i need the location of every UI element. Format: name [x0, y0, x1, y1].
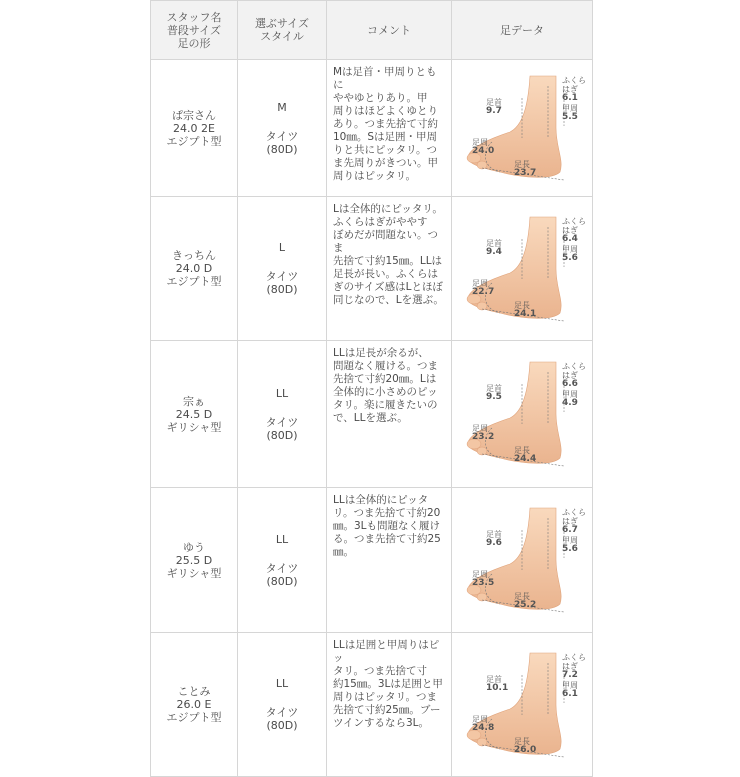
foot-shape: エジプト型: [166, 711, 222, 724]
comment-line: 約15㎜。3Lは足囲と甲: [333, 678, 443, 690]
instep-measure: [562, 681, 578, 699]
foot-shape: ギリシャ型: [166, 420, 222, 434]
comment-cell: [327, 488, 452, 633]
length-label: 足長: [514, 160, 530, 169]
length-measure: [514, 301, 536, 319]
girth-measure: [472, 279, 494, 297]
comment-line: で、LLを選ぶ。: [333, 412, 408, 424]
foot-diagram: [452, 209, 592, 329]
ankle-value: 9.4: [486, 246, 502, 257]
comment-line: 同じなので、Lを選ぶ。: [333, 294, 444, 306]
length-measure: [514, 592, 536, 610]
foot-data-cell: [452, 197, 593, 341]
instep-label: 甲周: [562, 244, 578, 254]
comment-line: LLは足長が余るが、: [333, 347, 429, 359]
comment-line: 周りはピッタリ。つま: [333, 691, 438, 703]
denier: (80D): [266, 574, 298, 588]
comment-line: タリ。楽に履きたいの: [333, 399, 438, 411]
comment-line: ㎜。3Lも問題なく履け: [333, 520, 441, 532]
header-staff-line: 足の形: [177, 36, 211, 50]
staff-name: ゆう: [183, 540, 205, 554]
foot-shape: ギリシャ型: [166, 566, 222, 580]
calf-value: 6.7: [562, 525, 578, 535]
ankle-value: 9.7: [486, 106, 502, 116]
comment-line: ふくらはぎがややす: [333, 216, 428, 228]
instep-measure: [562, 245, 578, 263]
girth-value: 24.8: [472, 722, 495, 733]
girth-label: 足周: [472, 138, 488, 147]
table-row: [151, 60, 593, 197]
comment-line: ま先周りがきつい。甲: [333, 157, 438, 169]
foot-data-cell: [452, 341, 593, 488]
style-name: タイツ: [265, 270, 299, 283]
comment-line: 問題なく履ける。つま: [333, 360, 438, 372]
comment-line: 足長が長い。ふくらは: [333, 268, 438, 280]
girth-label: 足周: [472, 570, 488, 579]
staff-name: 宗ぁ: [183, 394, 205, 408]
instep-value: 5.6: [562, 544, 578, 554]
instep-value: 6.1: [562, 688, 578, 699]
comment-line: ぼめだが問題ない。つま: [333, 229, 438, 254]
ankle-label: 足首: [486, 674, 502, 684]
ankle-value: 9.5: [486, 392, 502, 402]
instep-label: 甲周: [562, 680, 578, 690]
length-label: 足長: [514, 300, 530, 310]
comment-cell: [327, 341, 452, 488]
comment-line: タリ。つま先捨て寸: [333, 665, 427, 677]
staff-name: ことみ: [177, 685, 211, 698]
ankle-measure: [486, 530, 502, 548]
instep-label: 甲周: [562, 104, 578, 113]
comment-line: 先捨て寸約25㎜。ブー: [333, 704, 441, 716]
girth-value: 23.2: [472, 432, 495, 442]
style-name: タイツ: [265, 706, 299, 719]
instep-label: 甲周: [562, 536, 578, 545]
chosen-size: L: [278, 241, 286, 254]
length-value: 23.7: [514, 168, 537, 178]
girth-label: 足周: [472, 424, 488, 433]
length-value: 25.2: [514, 600, 537, 610]
staff-cell: [151, 197, 238, 341]
comment-line: LLは足囲と甲周りはピッ: [333, 639, 440, 664]
girth-measure: [472, 138, 494, 156]
usual-size: 24.0 D: [175, 262, 213, 275]
instep-measure: [562, 536, 578, 554]
length-label: 足長: [514, 736, 530, 746]
comment-line: りと共にピッタリ。つ: [333, 144, 438, 156]
foot-shape: エジプト型: [166, 134, 222, 148]
foot-data-cell: [452, 60, 593, 197]
instep-measure: [562, 390, 578, 408]
size-cell: [238, 197, 327, 341]
comment-line: る。つま先捨て寸約25: [333, 533, 441, 545]
style-name: タイツ: [265, 415, 299, 429]
table-row: [151, 633, 593, 777]
comment-line: Lは全体的にピッタリ。: [333, 203, 443, 215]
header-staff-line: スタッフ名: [166, 10, 222, 24]
chosen-size: LL: [275, 532, 289, 546]
ankle-label: 足首: [486, 384, 502, 393]
length-value: 26.0: [514, 744, 537, 755]
ankle-measure: [486, 98, 502, 116]
ankle-label: 足首: [486, 530, 502, 539]
foot-diagram: [452, 645, 592, 765]
ankle-measure: [486, 384, 502, 402]
calf-measure: [562, 217, 592, 244]
comment-line: 先捨て寸約20㎜。Lは: [333, 373, 437, 385]
calf-value: 7.2: [562, 669, 578, 680]
girth-measure: [472, 715, 494, 733]
comment-line: 先捨て寸約15㎜。LLは: [333, 255, 443, 267]
chosen-size: LL: [275, 386, 289, 400]
staff-cell: [151, 60, 238, 197]
comment-line: Mは足首・甲周りともに: [333, 66, 437, 91]
instep-value: 5.6: [562, 252, 578, 263]
comment-line: ツインするなら3L。: [333, 717, 430, 729]
calf-measure: [562, 653, 592, 680]
comment-line: 10㎜。Sは足囲・甲周: [333, 131, 438, 143]
calf-measure: [562, 362, 592, 389]
length-label: 足長: [514, 592, 530, 601]
denier: (80D): [266, 428, 298, 442]
chosen-size: LL: [275, 677, 289, 690]
denier: (80D): [266, 719, 298, 732]
ankle-measure: [486, 675, 508, 693]
usual-size: 26.0 E: [176, 698, 212, 711]
ankle-label: 足首: [486, 98, 502, 107]
header-size-line: 選ぶサイズ: [254, 17, 310, 30]
calf-value: 6.6: [562, 379, 578, 389]
staff-name: きっちん: [172, 249, 216, 262]
usual-size: 25.5 D: [175, 553, 213, 567]
foot-diagram: [452, 500, 592, 620]
staff-cell: [151, 341, 238, 488]
style-name: タイツ: [265, 129, 299, 143]
calf-measure: [562, 508, 592, 535]
header-staff: [151, 1, 238, 60]
calf-label: ふくらはぎ: [562, 216, 586, 235]
size-cell: [238, 633, 327, 777]
instep-value: 5.5: [562, 112, 578, 122]
comment-cell: [327, 633, 452, 777]
comment-line: 周りはほどよくゆとり: [333, 105, 438, 117]
ankle-measure: [486, 239, 502, 257]
comment-cell: [327, 60, 452, 197]
size-cell: [238, 488, 327, 633]
girth-value: 23.5: [472, 578, 495, 588]
instep-label: 甲周: [562, 390, 578, 399]
staff-cell: [151, 633, 238, 777]
header-data: 足データ: [452, 1, 593, 60]
length-label: 足長: [514, 446, 530, 455]
header-size-line: スタイル: [260, 30, 304, 43]
comment-line: リ。つま先捨て寸約20: [333, 507, 441, 519]
header-comment: コメント: [327, 1, 452, 60]
chosen-size: M: [277, 100, 287, 114]
girth-value: 24.0: [472, 146, 495, 156]
usual-size: 24.5 D: [175, 407, 213, 421]
calf-measure: [562, 76, 592, 103]
calf-label: ふくらはぎ: [562, 508, 586, 526]
foot-data-cell: [452, 633, 593, 777]
girth-measure: [472, 570, 494, 588]
table-row: [151, 197, 593, 341]
comment-line: 周りはピッタリ。: [333, 170, 417, 182]
girth-label: 足周: [472, 278, 488, 288]
length-value: 24.4: [514, 454, 537, 464]
table-row: [151, 341, 593, 488]
comment-line: ㎜。: [333, 546, 354, 558]
staff-cell: [151, 488, 238, 633]
denier: (80D): [266, 283, 298, 296]
calf-value: 6.4: [562, 233, 578, 244]
header-size: [238, 1, 327, 60]
header-staff-line: 普段サイズ: [166, 23, 222, 37]
comment-cell: [327, 197, 452, 341]
calf-value: 6.1: [562, 93, 578, 103]
comment-line: あり。つま先捨て寸約: [333, 118, 438, 130]
comment-line: LLは全体的にピッタ: [333, 494, 429, 506]
size-cell: [238, 60, 327, 197]
instep-value: 4.9: [562, 398, 578, 408]
length-measure: [514, 446, 536, 464]
girth-label: 足周: [472, 714, 488, 724]
table-row: [151, 488, 593, 633]
foot-data-cell: [452, 488, 593, 633]
comment-line: ややゆとりあり。甲: [333, 92, 428, 104]
girth-value: 22.7: [472, 286, 495, 297]
staff-name: ぱ宗さん: [172, 108, 216, 122]
calf-label: ふくらはぎ: [562, 362, 586, 380]
ankle-value: 10.1: [486, 682, 509, 693]
comment-line: ぎのサイズ感はLとほぼ: [333, 281, 444, 293]
length-measure: [514, 737, 536, 755]
calf-label: ふくらはぎ: [562, 76, 586, 94]
usual-size: 24.0 2E: [173, 121, 215, 135]
size-cell: [238, 341, 327, 488]
ankle-label: 足首: [486, 238, 502, 248]
foot-diagram: [452, 68, 592, 188]
foot-diagram: [452, 354, 592, 474]
length-value: 24.1: [514, 308, 537, 319]
length-measure: [514, 160, 536, 178]
girth-measure: [472, 424, 494, 442]
size-table-container: [150, 0, 588, 755]
instep-measure: [562, 104, 578, 122]
foot-shape: エジプト型: [166, 275, 222, 288]
size-table: [150, 0, 593, 777]
comment-line: 全体的に小さめのピッ: [333, 386, 438, 398]
style-name: タイツ: [265, 561, 299, 575]
denier: (80D): [266, 142, 298, 156]
ankle-value: 9.6: [486, 538, 502, 548]
table-header-row: [151, 1, 593, 60]
calf-label: ふくらはぎ: [562, 652, 586, 671]
